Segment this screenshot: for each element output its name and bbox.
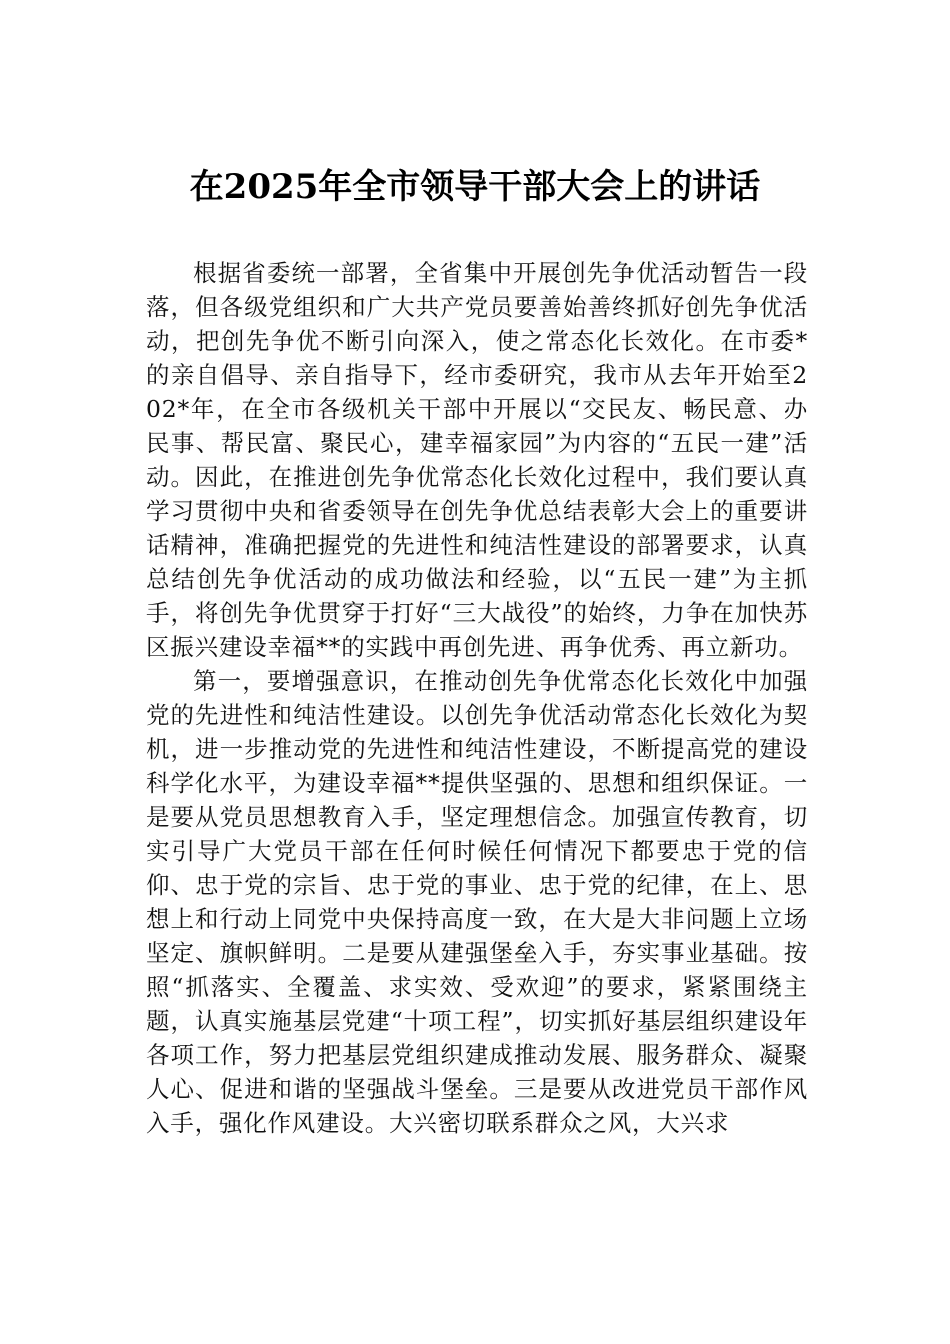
document-title: 在2025年全市领导干部大会上的讲话 xyxy=(189,167,761,207)
paragraph-2: 第一，要增强意识，在推动创先争优常态化长效化中加强党的先进性和纯洁性建设。以创先争优活动常态化长效化为契机，进一步推动党的先进性和纯洁性建设，不断提高党的建设科学化水平，为建设幸福**提供坚强的、思想和组织保证。一是要从党员思想教育入手，坚定理想信念。加强宣传教育，切实引导广大党员干部在任何时候任何情况下都要忠于党的信仰、忠于党的宗旨、忠于党的事业、忠于党的纪律，在上、思想上和行动上同党中央保持高度一致，在大是大非问题上立场坚定、旗帜鲜明。二是要从建强堡垒入手，夯实事业基础。按照“抓落实、全覆盖、求实效、受欢迎”的要求，紧紧围绕主题，认真实施基层党建“十项工程”，切实抓好基层组织建设年各项工作，努力把基层党组织建成推动发展、服务群众、凝聚人心、促进和谐的坚强战斗堡垒。三是要从改进党员干部作风入手，强化作风建设。大兴密切联系群众之风，大兴求 xyxy=(146,667,808,1137)
document-body xyxy=(146,256,808,1140)
paragraph-1: 根据省委统一部署，全省集中开展创先争优活动暂告一段落，但各级党组织和广大共产党员要善始善终抓好创先争优活动，把创先争优不断引向深入，使之常态化长效化。在市委*的亲自倡导、亲自指导下，经市委研究，我市从去年开始至202*年，在全市各级机关干部中开展以“交民友、畅民意、办民事、帮民富、聚民心，建幸福家园”为内容的“五民一建”活动。因此，在推进创先争优常态化长效化过程中，我们要认真学习贯彻中央和省委领导在创先争优总结表彰大会上的重要讲话精神，准确把握党的先进性和纯洁性建设的部署要求，认真总结创先争优活动的成功做法和经验，以“五民一建”为主抓手，将创先争优贯穿于打好“三大战役”的始终，力争在加快苏区振兴建设幸福**的实践中再创先进、再争优秀、再立新功。 xyxy=(146,259,808,661)
